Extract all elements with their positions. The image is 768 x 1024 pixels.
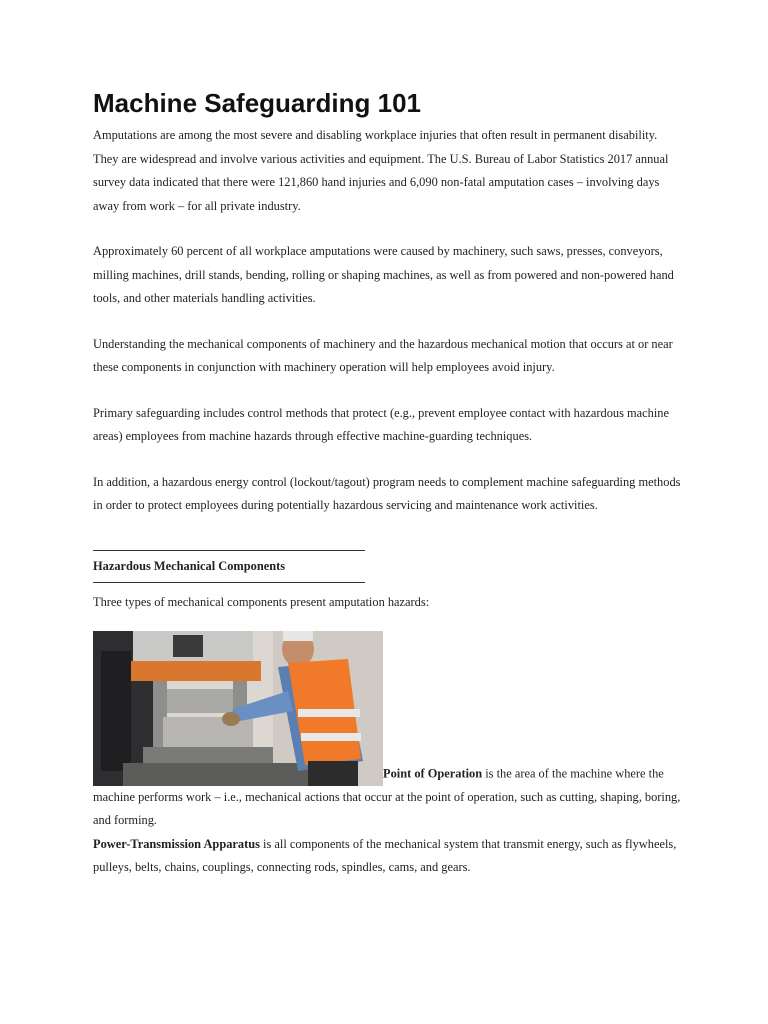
list-item-power-transmission xyxy=(93,833,683,880)
paragraph-3: Understanding the mechanical components of machinery and the hazardous mechanical motion that occurs at or near these components in conjunction with machinery operation will help employees avoid injury. xyxy=(93,336,673,374)
machine-operator-illustration xyxy=(93,631,383,786)
section-heading: Hazardous Mechanical Components xyxy=(93,558,286,573)
paragraph-2: Approximately 60 percent of all workplace amputations were caused by machinery, such saws, presses, conveyors, milling machines, drill stands, bending, rolling or shaping machines, as well as from powered and non-powered hand tools, and other materials handling activities. xyxy=(93,244,674,305)
term-power-transmission: Power-Transmission Apparatus xyxy=(93,836,260,851)
section-divider-bottom xyxy=(93,582,365,583)
paragraph-1: Amputations are among the most severe and disabling workplace injuries that often result in permanent disability. They are widespread and involve various activities and equipment. The U.S. Bureau of Labor Statistics 2017 annual survey data indicated that there were 121,860 hand injuries and 6,090 non-fatal amputation cases – involving days away from work – for all private industry. xyxy=(93,128,669,213)
term-point-of-operation: Point of Operation xyxy=(383,766,483,780)
page-title: Machine Safeguarding 101 xyxy=(93,88,421,118)
description-point-of-operation: is the area of the machine where the machine performs work – i.e., mechanical actions that occur at the point of operation, such as cutting, shaping, boring, and forming. xyxy=(93,766,681,827)
machine-operator-photo xyxy=(93,631,383,786)
point-of-operation-block xyxy=(93,631,683,833)
document-body xyxy=(93,86,683,880)
description-power-transmission: is all components of the mechanical system that transmit energy, such as flywheels, pulleys, belts, chains, couplings, connecting rods, spindles, cams, and gears. xyxy=(93,836,677,874)
section-divider-top xyxy=(93,550,365,551)
section-intro: Three types of mechanical components present amputation hazards: xyxy=(93,595,430,609)
paragraph-5: In addition, a hazardous energy control (lockout/tagout) program needs to complement machine safeguarding methods in order to protect employees during potentially hazardous servicing and maintenance work activities. xyxy=(93,474,681,512)
paragraph-4: Primary safeguarding includes control methods that protect (e.g., prevent employee contact with hazardous machine areas) employees from machine hazards through effective machine-guarding techniques. xyxy=(93,405,669,443)
